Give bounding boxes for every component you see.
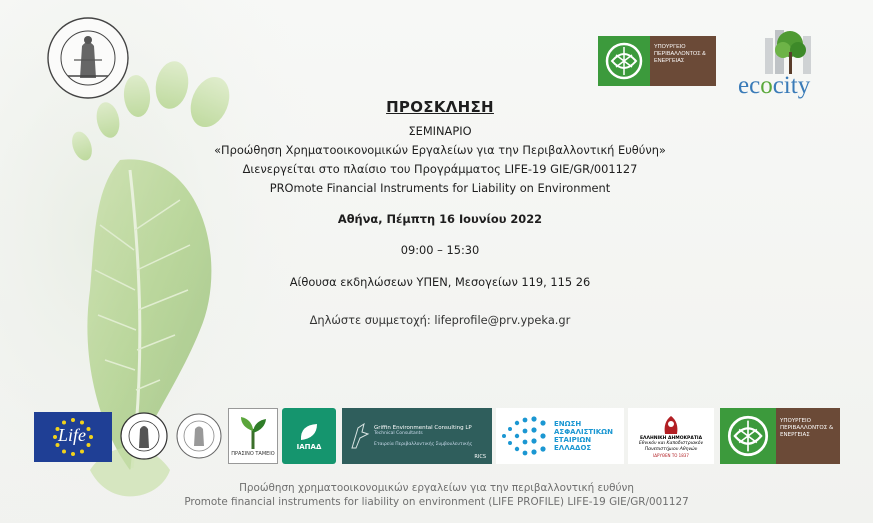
ecocity-logo	[735, 26, 835, 102]
university-year-label: ΙΔΡΥΘΕΝ ΤΟ 1837	[653, 453, 689, 458]
programme-line: Διενεργείται στο πλαίσιο του Προγράμματος LIFE-19 GIE/GR/001127	[242, 162, 638, 176]
ministry-partner-text: ΥΠΟΥΡΓΕΙΟ ΠΕΡΙΒΑΛΛΟΝΤΟΣ & ΕΝΕΡΓΕΙΑΣ	[776, 408, 840, 464]
green-fund-logo	[228, 408, 278, 464]
ministry-environment-logo	[598, 36, 716, 86]
eu-life-logo	[34, 412, 112, 462]
event-date: Αθήνα, Πέμπτη 16 Ιουνίου 2022	[337, 212, 543, 226]
life-label: Life	[58, 425, 87, 445]
ecocity-wordmark-o: o	[760, 72, 773, 99]
eaee-dots-icon	[496, 411, 554, 461]
ministry-emblem-icon	[598, 36, 650, 86]
footer-english-line: Promote financial instruments for liability on environment (LIFE PROFILE) LIFE-19 GIE/GR/001127	[184, 496, 689, 508]
event-venue: Αίθουσα εκδηλώσεων ΥΠΕΝ, Μεσογείων 119, 115 26	[289, 275, 591, 289]
seminar-label: ΣΕΜΙΝΑΡΙΟ	[408, 124, 472, 138]
iapad-logo	[282, 408, 336, 464]
ministry-environment-partner-logo	[720, 408, 840, 464]
iapad-label: ΙΑΠΑΔ	[296, 443, 322, 451]
hellenic-republic-label: ΕΛΛΗΝΙΚΗ ΔΗΜΟΚΡΑΤΙΑ	[639, 436, 703, 441]
partner-logos-row	[34, 408, 840, 464]
athena-head-icon	[661, 414, 681, 436]
eaee-label: ΕΝΩΣΗ ΑΣΦΑΛΙΣΤΙΚΩΝ ΕΤΑΙΡΙΩΝ ΕΛΛΑΔΟΣ	[554, 420, 613, 452]
griffin-icon	[348, 422, 370, 450]
university-seal-logo	[174, 408, 224, 464]
griffin-consulting-logo	[342, 408, 492, 464]
seminar-name: «Προώθηση Χρηματοοικονομικών Εργαλείων για την Περιβαλλοντική Ευθύνη»	[214, 143, 666, 157]
invitation-title: ΠΡΟΣΚΛΗΣΗ	[386, 98, 494, 116]
observatory-seal-partner-logo	[118, 408, 170, 464]
footer-greek-line: Προώθηση χρηματοοικονομικών εργαλείων για την περιβαλλοντική ευθύνη	[239, 482, 634, 494]
griffin-subtitle: Technical Consultants	[374, 431, 423, 436]
ecocity-tree-icon	[735, 26, 835, 76]
griffin-title: Griffin Environmental Consulting LP	[374, 425, 472, 431]
griffin-greek-subtitle: Εταιρεία Περιβαλλοντικής Συμβουλευτικής	[374, 442, 473, 447]
tree-icon	[235, 415, 271, 451]
university-label: Εθνικόν και Καποδιστριακόν Πανεπιστήμιον Αθηνών	[638, 441, 704, 452]
rics-label: RICS	[474, 454, 486, 460]
footer	[0, 481, 873, 509]
ministry-emblem-small-icon	[720, 408, 776, 464]
ministry-logo-text: ΥΠΟΥΡΓΕΙΟ ΠΕΡΙΒΑΛΛΟΝΤΟΣ & ΕΝΕΡΓΕΙΑΣ	[650, 36, 716, 86]
university-athens-logo	[628, 408, 714, 464]
rsvp-line: Δηλώστε συμμετοχή: lifeprofile@prv.ypeka.gr	[309, 313, 571, 327]
invitation-content	[190, 96, 690, 330]
event-time: 09:00 – 15:30	[400, 243, 480, 257]
ecocity-wordmark: ecocity	[738, 72, 811, 99]
eaee-logo	[496, 408, 624, 464]
english-name: PROmote Financial Instruments for Liability on Environment	[269, 181, 611, 195]
green-fund-label: ΠΡΑΣΙΝΟ ΤΑΜΕΙΟ	[231, 451, 275, 457]
leaf-icon	[298, 421, 320, 443]
observatory-seal-logo	[46, 16, 130, 100]
